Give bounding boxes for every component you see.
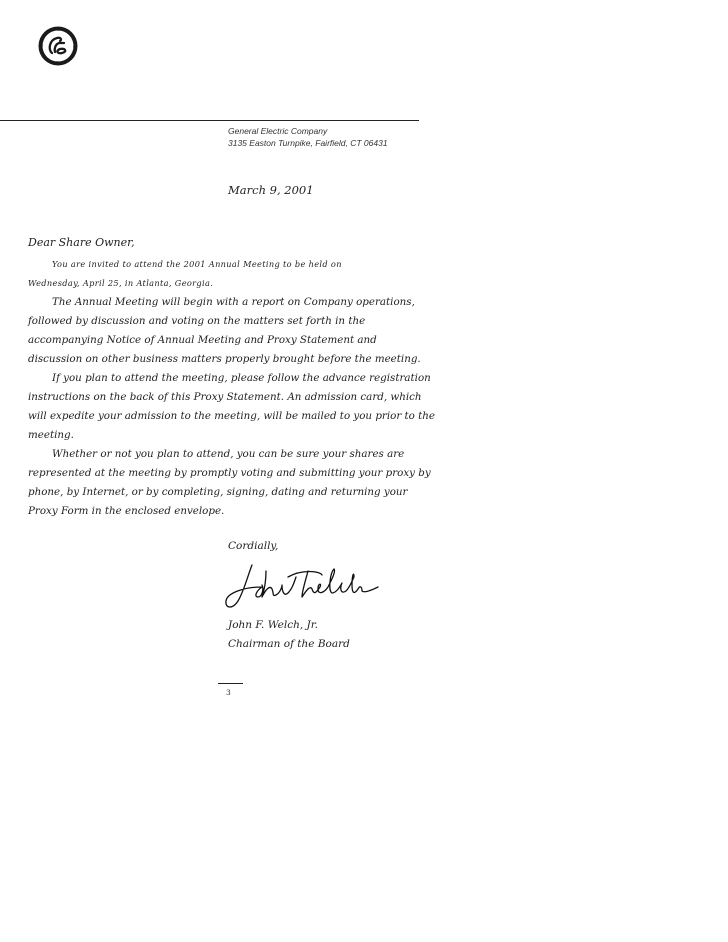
body-line: represented at the meeting by promptly voting and submitting your proxy by [28,467,431,479]
company-name: General Electric Company [228,126,328,136]
body-line: You are invited to attend the 2001 Annual Meeting to be held on [52,259,342,269]
body-line: followed by discussion and voting on the matters set forth in the [28,315,366,327]
body-line: instructions on the back of this Proxy Statement. An admission card, which [28,391,422,403]
closing: Cordially, [228,540,279,552]
signer-name: John F. Welch, Jr. [228,619,318,631]
body-line: meeting. [28,429,74,441]
signature-image [222,557,387,617]
body-line: accompanying Notice of Annual Meeting and Proxy Statement and [28,334,377,346]
page-number-rule [218,683,243,684]
page-number: 3 [226,688,231,697]
header-rule [0,120,419,121]
letter-body [28,255,436,521]
body-line: Proxy Form in the enclosed envelope. [28,505,225,517]
body-line: phone, by Internet, or by completing, signing, dating and returning your [28,486,408,498]
company-address: 3135 Easton Turnpike, Fairfield, CT 06431 [228,138,388,148]
ge-monogram-icon [38,26,78,66]
body-line: will expedite your admission to the meeting, will be mailed to you prior to the [28,410,436,422]
sender-block [228,125,388,149]
body-line: The Annual Meeting will begin with a report on Company operations, [52,296,415,308]
body-line: discussion on other business matters properly brought before the meeting. [28,353,421,365]
body-line: If you plan to attend the meeting, please follow the advance registration [52,372,431,384]
body-line: Whether or not you plan to attend, you can be sure your shares are [52,448,405,460]
signer-block [228,616,350,654]
signer-title: Chairman of the Board [228,638,350,650]
salutation: Dear Share Owner, [28,236,135,249]
body-line: Wednesday, April 25, in Atlanta, Georgia. [28,278,214,288]
letter-date: March 9, 2001 [228,183,314,197]
